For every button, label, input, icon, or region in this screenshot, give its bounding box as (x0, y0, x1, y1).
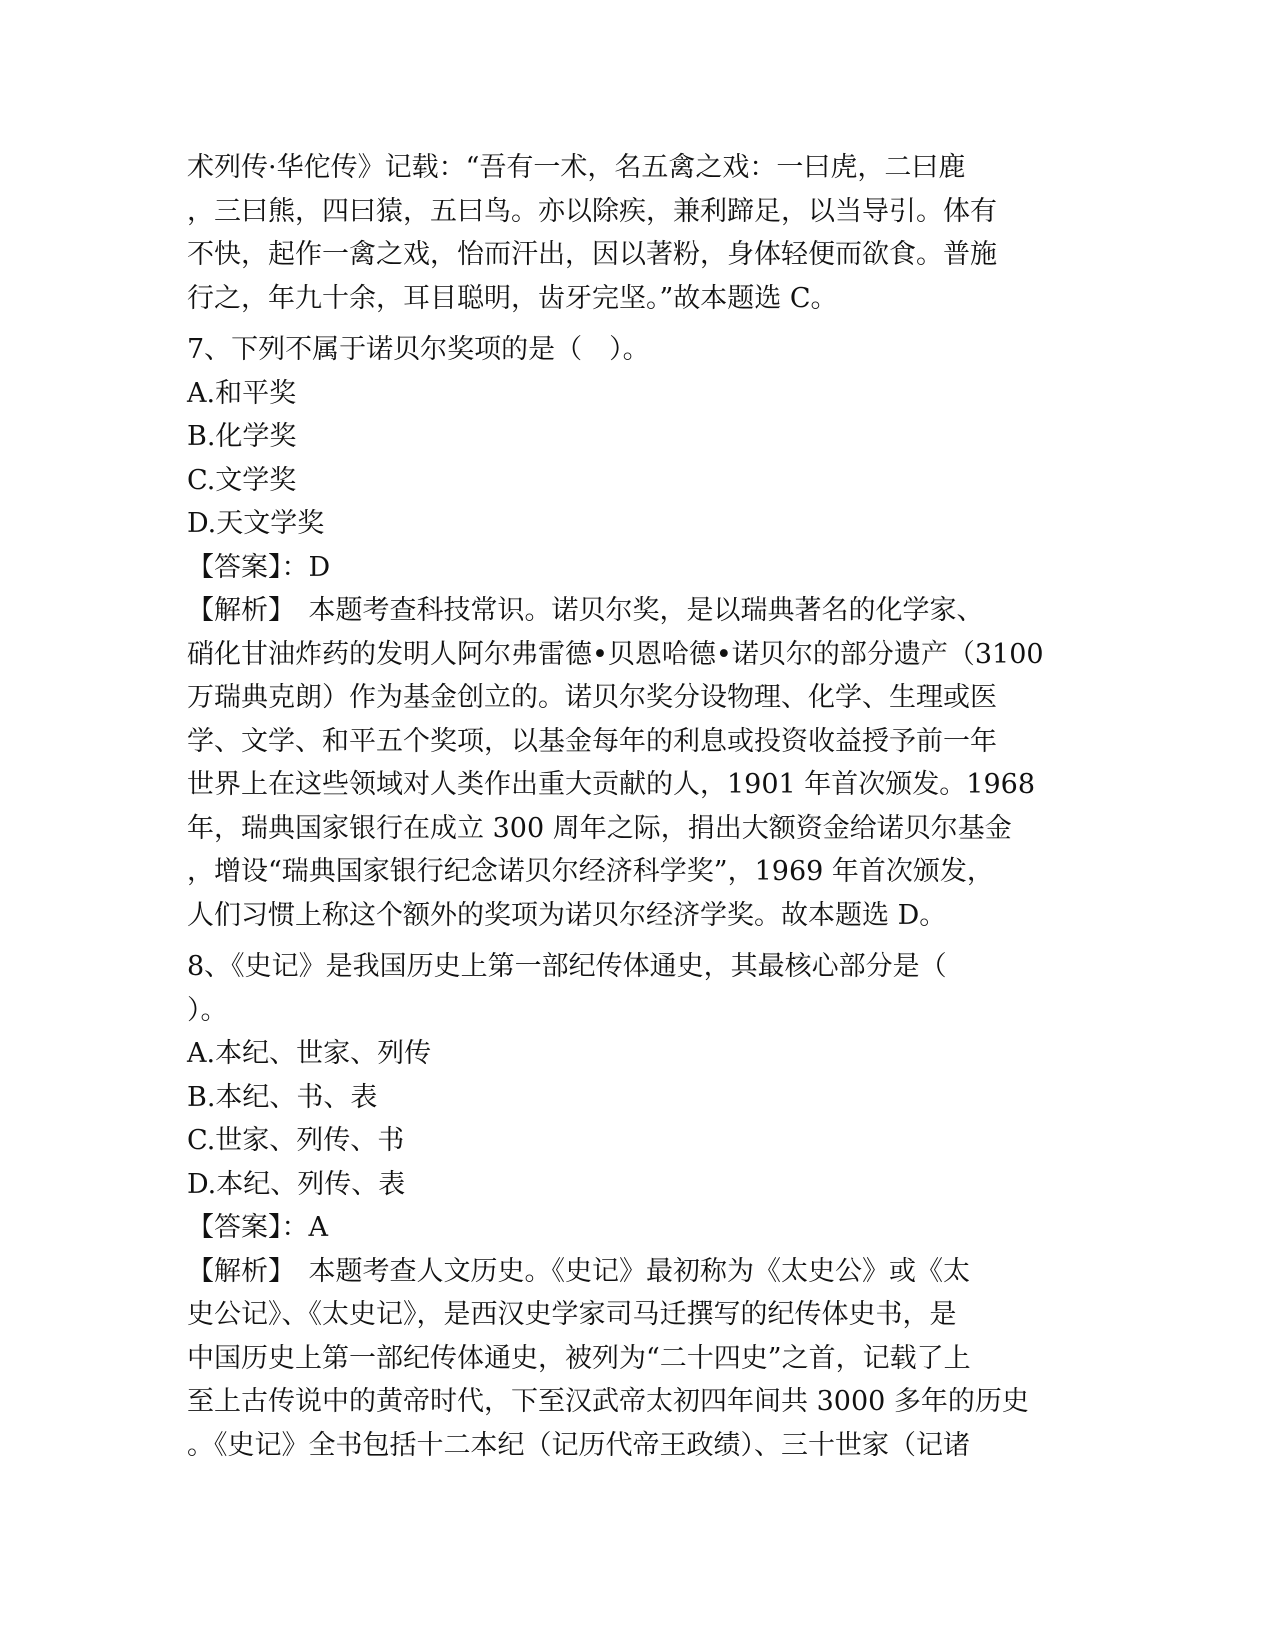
option-c: C.世家、列传、书 (187, 1125, 405, 1156)
analysis-line: 。《史记》全书包括十二本纪（记历代帝王政绩）、三十世家（记诸 (187, 1429, 970, 1461)
analysis-line: 【解析】 本题考查科技常识。诺贝尔奖，是以瑞典著名的化学家、 (187, 595, 984, 626)
option-b: B.本纪、书、表 (187, 1081, 378, 1113)
analysis-line: 史公记》、《太史记》，是西汉史学家司马迁撰写的纪传体史书，是 (187, 1299, 957, 1330)
text-line: 不快，起作一禽之戏，怡而汗出，因以著粉，身体轻便而欲食。普施 (187, 239, 997, 270)
question-stem: ）。 (187, 994, 228, 1026)
option-a: A.本纪、世家、列传 (187, 1038, 432, 1069)
analysis-line: 【解析】 本题考查人文历史。《史记》最初称为《太史公》或《太 (187, 1255, 970, 1287)
analysis-line: 学、文学、和平五个奖项，以基金每年的利息或投资收益授予前一年 (187, 725, 997, 757)
paragraph-gap (187, 937, 1087, 945)
analysis-line: ，增设“瑞典国家银行纪念诺贝尔经济科学奖”，1969 年首次颁发， (187, 856, 994, 887)
analysis-line: 至上古传说中的黄帝时代，下至汉武帝太初四年间共 3000 多年的历史 (187, 1386, 1029, 1417)
answer-line: 【答案】：A (187, 1212, 328, 1243)
option-c: C.文学奖 (187, 464, 297, 496)
question-stem: 8、《史记》是我国历史上第一部纪传体通史，其最核心部分是（ (187, 951, 947, 982)
analysis-line: 世界上在这些领域对人类作出重大贡献的人，1901 年首次颁发。1968 (187, 769, 1036, 800)
text-line: 行之，年九十余，耳目聪明，齿牙完坚。”故本题选 C。 (187, 282, 838, 314)
option-d: D.本纪、列传、表 (187, 1168, 406, 1200)
previous-analysis-tail (187, 146, 1087, 320)
question-8 (187, 945, 1087, 1467)
answer-line: 【答案】：D (187, 551, 331, 583)
question-7 (187, 328, 1087, 937)
question-stem: 7、下列不属于诺贝尔奖项的是（ ）。 (187, 334, 650, 365)
analysis-line: 中国历史上第一部纪传体通史，被列为“二十四史”之首，记载了上 (187, 1342, 971, 1374)
option-a: A.和平奖 (187, 377, 297, 409)
option-d: D.天文学奖 (187, 508, 325, 539)
text-line: ，三曰熊，四曰猿，五曰鸟。亦以除疾，兼利蹄足，以当导引。体有 (187, 195, 997, 227)
paragraph-gap (187, 320, 1087, 328)
analysis-line: 年，瑞典国家银行在成立 300 周年之际，捐出大额资金给诺贝尔基金 (187, 812, 1012, 844)
option-b: B.化学奖 (187, 421, 297, 452)
analysis-line: 硝化甘油炸药的发明人阿尔弗雷德•贝恩哈德•诺贝尔的部分遗产（3100 (187, 638, 1044, 670)
analysis-line: 万瑞典克朗）作为基金创立的。诺贝尔奖分设物理、化学、生理或医 (187, 682, 997, 713)
text-line: 术列传·华佗传》记载：“吾有一术，名五禽之戏：一曰虎，二曰鹿 (187, 152, 966, 183)
page-content (187, 146, 1087, 1467)
analysis-line: 人们习惯上称这个额外的奖项为诺贝尔经济学奖。故本题选 D。 (187, 899, 947, 931)
